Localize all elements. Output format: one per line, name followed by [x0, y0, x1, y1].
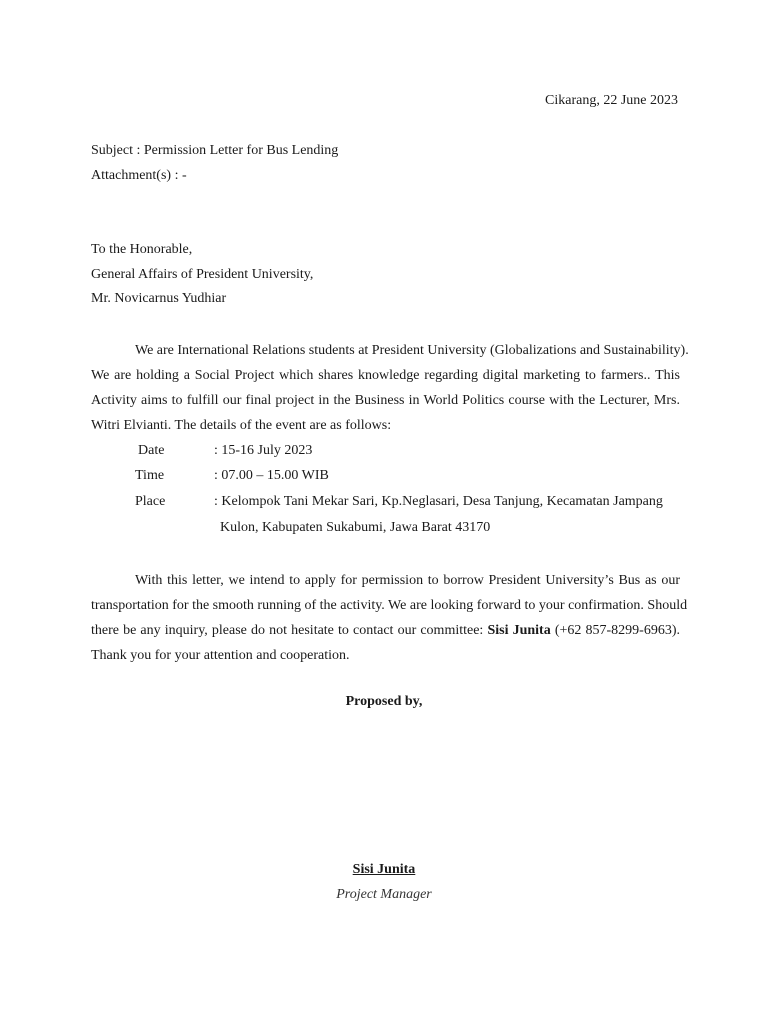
- detail-place-value: : Kelompok Tani Mekar Sari, Kp.Neglasari, Desa Tanjung, Kecamatan Jampang: [214, 494, 663, 509]
- paragraph-line: Witri Elvianti. The details of the event are as follows:: [91, 418, 392, 433]
- detail-place-value-continued: Kulon, Kabupaten Sukabumi, Jawa Barat 43170: [220, 520, 491, 535]
- detail-time-value: : 07.00 – 15.00 WIB: [214, 468, 329, 483]
- contact-phone: (+62 857-8299-6963).: [550, 623, 681, 638]
- paragraph-line: transportation for the smooth running of the activity. We are looking forward to your confirmation. Should: [91, 598, 688, 613]
- body-paragraph-intro: [91, 338, 689, 438]
- paragraph-line: Activity aims to fulfill our final project in the Business in World Politics course with the Lecturer, Mrs.: [91, 393, 680, 408]
- paragraph-line: We are International Relations students at President University (Globalizations and Sustainability).: [135, 343, 689, 358]
- place-date: Cikarang, 22 June 2023: [545, 93, 678, 108]
- detail-date-label: Date: [138, 443, 165, 458]
- detail-place-label: Place: [135, 494, 166, 509]
- subject-line: Subject : Permission Letter for Bus Lending: [91, 143, 339, 158]
- detail-time-label: Time: [135, 468, 165, 483]
- recipient-organization: General Affairs of President University,: [91, 267, 314, 282]
- paragraph-line: With this letter, we intend to apply for permission to borrow President University’s Bus as our: [135, 573, 680, 588]
- contact-name: Sisi Junita: [487, 623, 551, 638]
- proposed-by-label: Proposed by,: [345, 694, 423, 709]
- recipient-name: Mr. Novicarnus Yudhiar: [91, 291, 227, 306]
- detail-date-value: : 15-16 July 2023: [214, 443, 313, 458]
- body-paragraph-request: [91, 568, 688, 668]
- paragraph-line: We are holding a Social Project which shares knowledge regarding digital marketing to farmers.. This: [91, 368, 680, 383]
- recipient-salutation: To the Honorable,: [91, 242, 193, 257]
- signer-name: Sisi Junita: [352, 862, 416, 877]
- contact-text-before: there be any inquiry, please do not hesitate to contact our committee:: [91, 623, 488, 638]
- paragraph-line-contact: [91, 618, 680, 643]
- signer-role: Project Manager: [336, 887, 432, 902]
- attachment-line: Attachment(s) : -: [91, 168, 187, 183]
- paragraph-line: Thank you for your attention and cooperation.: [91, 648, 350, 663]
